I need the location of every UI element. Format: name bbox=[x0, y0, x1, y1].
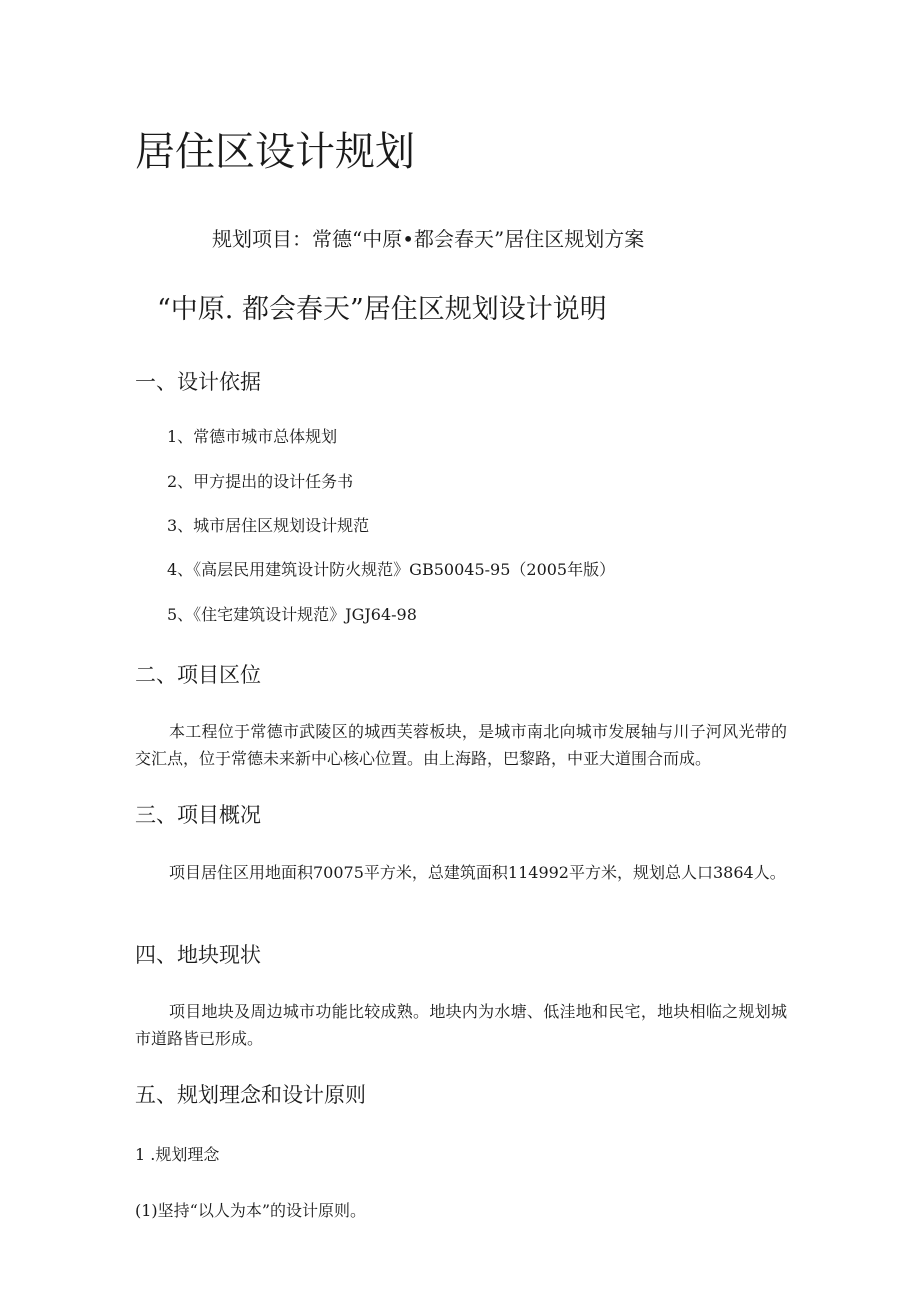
subheading-planning-concept: 1 .规划理念 bbox=[135, 1145, 220, 1164]
section-heading-location: 二、项目区位 bbox=[135, 663, 261, 687]
list-item: 3、城市居住区规划设计规范 bbox=[167, 516, 370, 535]
section-heading-principles: 五、规划理念和设计原则 bbox=[135, 1083, 366, 1107]
list-item: 4、《高层民用建筑设计防火规范》GB50045-95（2005年版） bbox=[167, 560, 616, 579]
list-item: 5、《住宅建筑设计规范》JGJ64-98 bbox=[167, 605, 417, 624]
list-item: 1、常德市城市总体规划 bbox=[167, 427, 338, 446]
paragraph-location: 本工程位于常德市武陵区的城西芙蓉板块，是城市南北向城市发展轴与川子河风光带的交汇点，位于常德未来新中心核心位置。由上海路，巴黎路，中亚大道围合而成。 bbox=[135, 722, 787, 768]
paragraph-site-status: 项目地块及周边城市功能比较成熟。地块内为水塘、低洼地和民宅，地块相临之规划城市道路皆已形成。 bbox=[135, 1002, 787, 1048]
section-heading-site-status: 四、地块现状 bbox=[135, 943, 261, 967]
list-item: 2、甲方提出的设计任务书 bbox=[167, 472, 354, 491]
project-line: 规划项目：常德“中原•都会春天”居住区规划方案 bbox=[212, 227, 645, 251]
section-heading-basis: 一、设计依据 bbox=[135, 370, 261, 394]
document-title: “中原. 都会春天”居住区规划设计说明 bbox=[157, 294, 607, 325]
paragraph-overview: 项目居住区用地面积70075平方米，总建筑面积114992平方米，规划总人口3864人。 bbox=[169, 863, 786, 882]
section-heading-overview: 三、项目概况 bbox=[135, 803, 261, 827]
main-title: 居住区设计规划 bbox=[135, 129, 415, 175]
subheading-people-oriented: (1)坚持“以人为本”的设计原则。 bbox=[135, 1201, 367, 1220]
